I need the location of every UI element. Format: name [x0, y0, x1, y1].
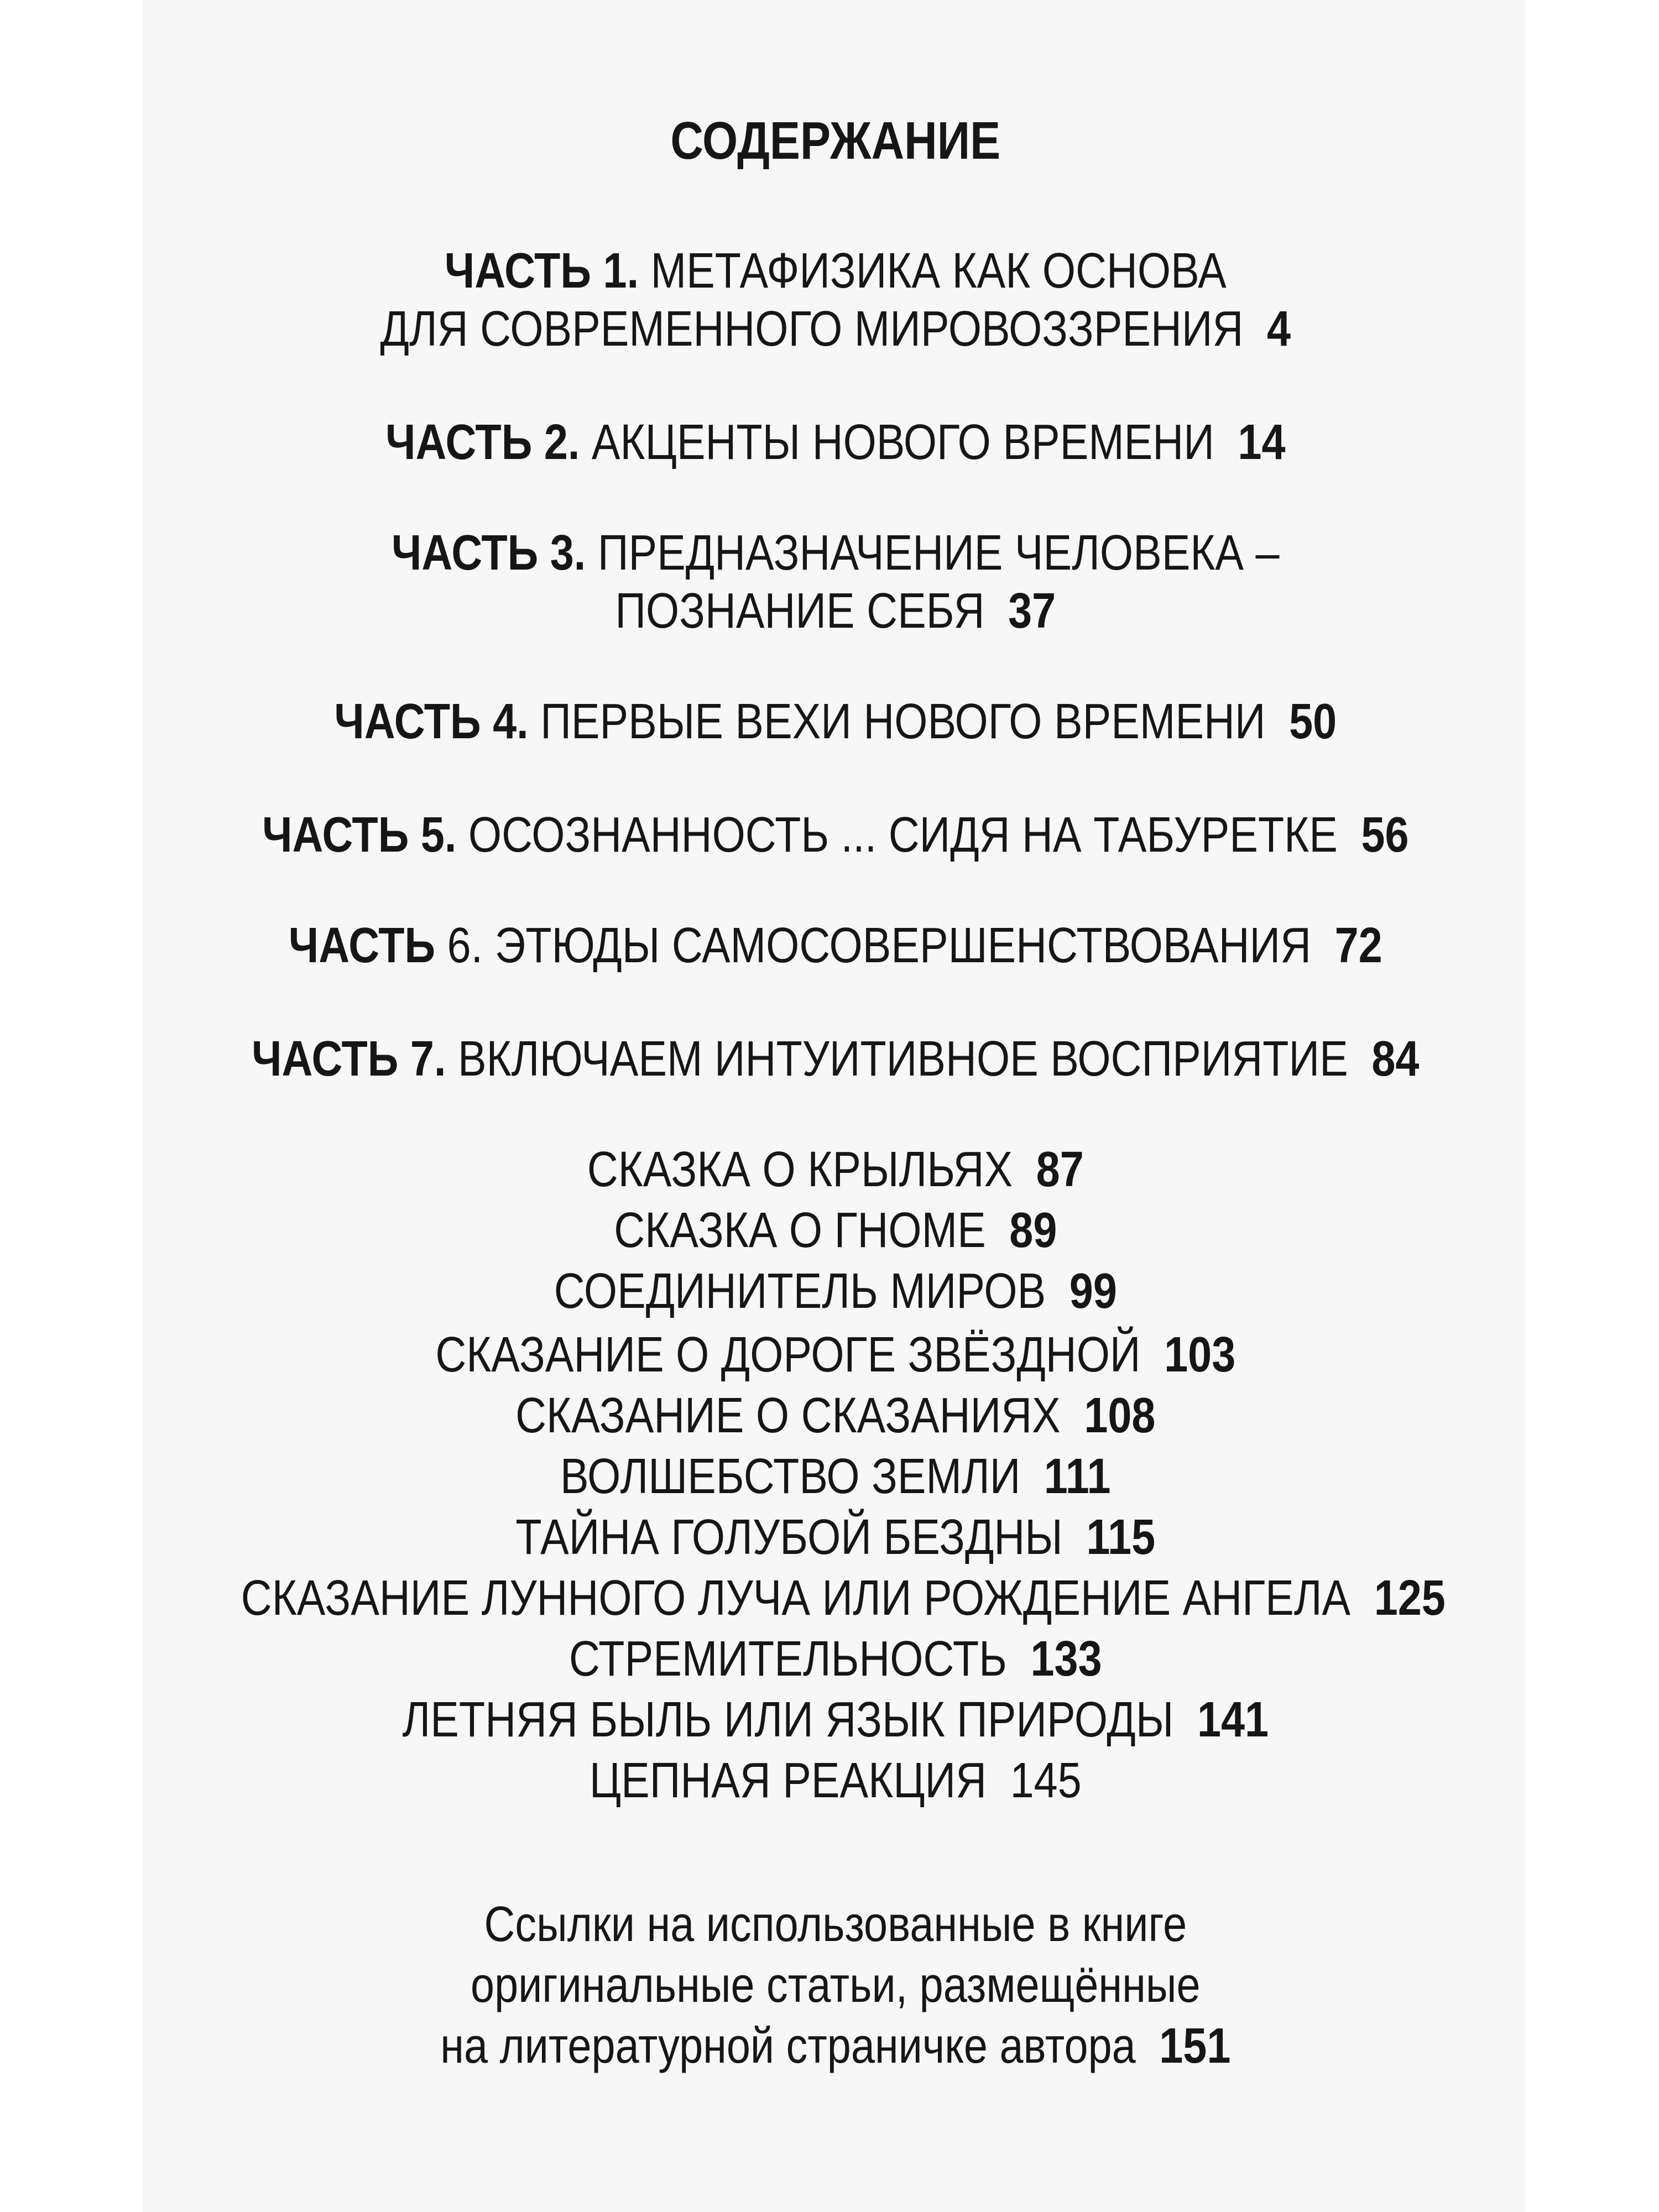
page-number: 4	[1267, 301, 1291, 357]
page-number: 133	[1030, 1631, 1102, 1687]
table-of-contents	[241, 0, 1446, 2212]
page-number: 37	[1008, 583, 1056, 639]
toc-entry-story	[241, 1692, 1430, 1747]
part-label: ЧАСТЬ 4.	[334, 694, 529, 749]
toc-entry-part-6	[241, 918, 1430, 973]
page-number: 125	[1374, 1571, 1446, 1626]
page-number: 115	[1086, 1510, 1156, 1565]
story-title: СОЕДИНИТЕЛЬ МИРОВ	[554, 1264, 1046, 1319]
page-number: 50	[1289, 694, 1337, 749]
part-title: ПРЕДНАЗНАЧЕНИЕ ЧЕЛОВЕКА –	[597, 525, 1280, 581]
part-title: АКЦЕНТЫ НОВОГО ВРЕМЕНИ	[591, 415, 1214, 470]
story-title: СКАЗАНИЕ О ДОРОГЕ ЗВЁЗДНОЙ	[435, 1327, 1141, 1383]
toc-entry-story	[241, 1142, 1430, 1197]
page-number: 87	[1036, 1142, 1084, 1197]
page-number: 89	[1009, 1203, 1057, 1258]
part-label: ЧАСТЬ 7.	[252, 1031, 446, 1087]
page-number: 151	[1159, 2018, 1231, 2074]
part-title: ВКЛЮЧАЕМ ИНТУИТИВНОЕ ВОСПРИЯТИЕ	[457, 1031, 1348, 1087]
story-title: ТАЙНА ГОЛУБОЙ БЕЗДНЫ	[515, 1510, 1063, 1565]
toc-entry-story	[241, 1753, 1430, 1808]
story-title: СКАЗАНИЕ О СКАЗАНИЯХ	[515, 1388, 1061, 1443]
toc-entry-story	[241, 1449, 1430, 1504]
page-number: 14	[1238, 415, 1286, 470]
part-label: ЧАСТЬ 5.	[262, 807, 457, 863]
toc-entry-references	[241, 1897, 1430, 1952]
story-title: СКАЗАНИЕ ЛУННОГО ЛУЧА ИЛИ РОЖДЕНИЕ АНГЕЛА	[241, 1571, 1351, 1626]
part-label: ЧАСТЬ 3.	[392, 525, 586, 581]
toc-entry-story	[241, 1631, 1430, 1687]
page-number: 103	[1164, 1327, 1236, 1383]
toc-entry-part-1	[241, 243, 1430, 299]
toc-entry-part-2	[241, 415, 1430, 470]
story-title: ЦЕПНАЯ РЕАКЦИЯ	[589, 1753, 987, 1808]
part-label: ЧАСТЬ 1.	[444, 243, 639, 299]
references-text: на литературной страничке автора	[440, 2018, 1136, 2074]
story-title: СКАЗКА О ГНОМЕ	[614, 1203, 986, 1258]
toc-entry-story	[241, 1571, 1446, 1626]
part-label: ЧАСТЬ	[288, 918, 436, 973]
toc-entry-story	[241, 1510, 1430, 1565]
part-title: ОСОЗНАННОСТЬ ... СИДЯ НА ТАБУРЕТКЕ	[468, 807, 1338, 863]
page-margin-left	[0, 0, 143, 2212]
page-margin-right	[1525, 0, 1659, 2212]
page-number: 99	[1069, 1264, 1117, 1319]
toc-entry-part-1-continued	[241, 301, 1430, 357]
part-title: МЕТАФИЗИКА КАК ОСНОВА	[650, 243, 1227, 299]
story-title: СКАЗКА О КРЫЛЬЯХ	[587, 1142, 1013, 1197]
story-title: ЛЕТНЯЯ БЫЛЬ ИЛИ ЯЗЫК ПРИРОДЫ	[402, 1692, 1174, 1747]
toc-entry-story	[241, 1203, 1430, 1258]
toc-entry-story	[241, 1388, 1430, 1443]
page-number: 108	[1084, 1388, 1156, 1443]
toc-entry-references-continued	[241, 1958, 1430, 2013]
toc-entry-story	[241, 1327, 1430, 1383]
toc-entry-part-7	[241, 1031, 1430, 1087]
page-number: 111	[1044, 1449, 1111, 1504]
toc-entry-part-3-continued	[241, 583, 1430, 639]
part-title: ПЕРВЫЕ ВЕХИ НОВОГО ВРЕМЕНИ	[540, 694, 1266, 749]
page-number: 72	[1334, 918, 1383, 973]
toc-entry-story	[241, 1264, 1430, 1319]
references-text: оригинальные статьи, размещённые	[471, 1958, 1201, 2013]
page-number: 145	[1010, 1753, 1082, 1808]
part-title: ДЛЯ СОВРЕМЕННОГО МИРОВОЗЗРЕНИЯ	[380, 301, 1244, 357]
page-title: СОДЕРЖАНИЕ	[670, 111, 1001, 170]
toc-entry-references-continued	[241, 2018, 1430, 2074]
story-title: СТРЕМИТЕЛЬНОСТЬ	[568, 1631, 1007, 1687]
toc-entry-part-5	[241, 807, 1430, 863]
part-title: 6. ЭТЮДЫ САМОСОВЕРШЕНСТВОВАНИЯ	[447, 918, 1312, 973]
toc-entry-part-4	[241, 694, 1430, 749]
part-title: ПОЗНАНИЕ СЕБЯ	[615, 583, 985, 639]
references-text: Ссылки на использованные в книге	[484, 1897, 1187, 1952]
toc-entry-part-3	[241, 525, 1430, 581]
story-title: ВОЛШЕБСТВО ЗЕМЛИ	[560, 1449, 1021, 1504]
part-label: ЧАСТЬ 2.	[385, 415, 580, 470]
page-number: 56	[1361, 807, 1409, 863]
page-number: 141	[1197, 1692, 1269, 1747]
page-number: 84	[1371, 1031, 1420, 1087]
